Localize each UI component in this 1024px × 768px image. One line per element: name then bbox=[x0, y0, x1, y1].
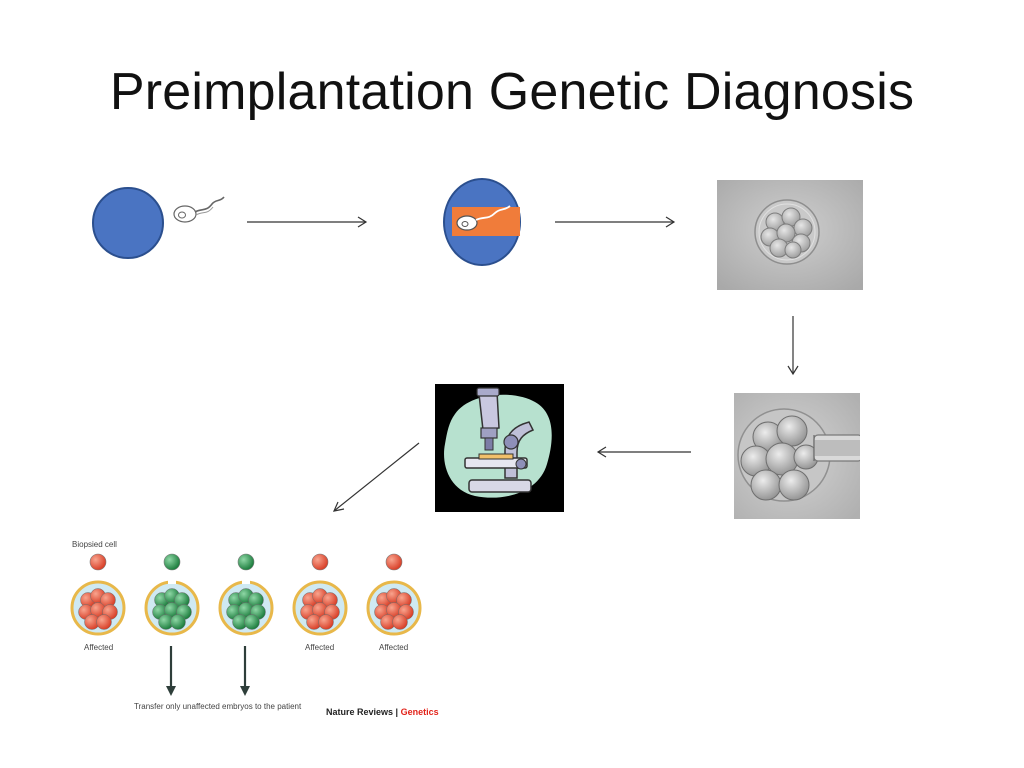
biopsied-cell-icon bbox=[90, 554, 106, 570]
biopsied-cell-icon bbox=[386, 554, 402, 570]
credit-separator: | bbox=[395, 707, 399, 717]
unaffected-embryo-icon bbox=[140, 548, 204, 638]
affected-embryo-icon bbox=[288, 548, 352, 638]
journal-name: Genetics bbox=[400, 707, 439, 717]
slide-title: Preimplantation Genetic Diagnosis bbox=[109, 63, 915, 121]
biopsied-cell-label: Biopsied cell bbox=[72, 540, 117, 549]
arrow-down-icon bbox=[785, 314, 801, 378]
biopsy-photo-icon bbox=[734, 393, 860, 519]
fertilized-egg-icon bbox=[440, 178, 524, 268]
unaffected-embryo-icon bbox=[214, 548, 278, 638]
embryo-photo-icon bbox=[717, 180, 863, 290]
biopsied-cell-icon bbox=[238, 554, 254, 570]
embryo-label: Affected bbox=[84, 643, 114, 652]
affected-embryo-icon bbox=[66, 548, 130, 638]
arrow-diagonal-icon bbox=[328, 440, 422, 516]
publisher-name: Nature Reviews bbox=[326, 707, 394, 717]
arrow-right-icon bbox=[244, 214, 372, 230]
transfer-arrow-icon bbox=[238, 644, 252, 698]
source-credit bbox=[326, 707, 439, 717]
biopsied-cell-icon bbox=[164, 554, 180, 570]
microscope-icon bbox=[435, 384, 564, 512]
embryo-label: Affected bbox=[379, 643, 409, 652]
sperm-icon bbox=[168, 192, 228, 228]
transfer-arrow-icon bbox=[164, 644, 178, 698]
biopsied-cell-icon bbox=[312, 554, 328, 570]
transfer-caption: Transfer only unaffected embryos to the patient bbox=[134, 702, 302, 711]
arrow-right-icon bbox=[552, 214, 680, 230]
egg-cell-icon bbox=[90, 186, 168, 262]
arrow-left-icon bbox=[594, 444, 694, 460]
embryo-label: Affected bbox=[305, 643, 335, 652]
affected-embryo-icon bbox=[362, 548, 426, 638]
